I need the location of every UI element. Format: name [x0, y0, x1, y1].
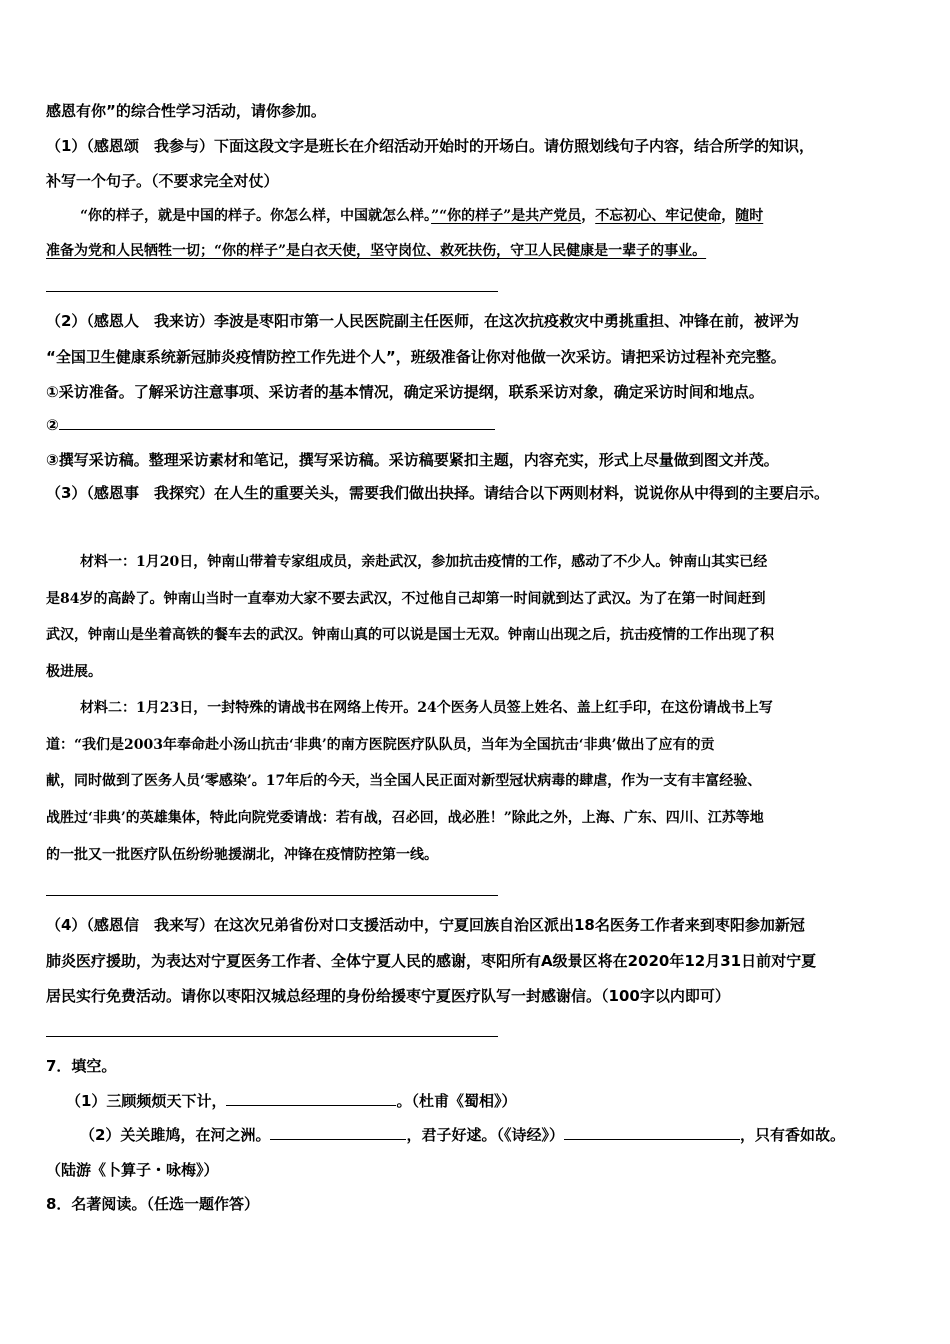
- material2-line: 战胜过‘非典’的英雄集体，特此向院党委请战：若有战，召必回，战必胜！”除此之外，上海、广东、四川、江苏等地: [46, 810, 764, 826]
- q7-item3-source: （陆游《卜算子・咏梅》）: [46, 1161, 219, 1179]
- q7-item1-blank[interactable]: [226, 1091, 396, 1106]
- material2-line: 献，同时做到了医务人员‘零感染’。17年后的今天，当全国人民正面对新型冠状病毒的肆虐，作为一支有丰富经验、: [46, 773, 762, 789]
- q1-answer-line[interactable]: [46, 291, 498, 292]
- q2-prompt-line2: “全国卫生健康系统新冠肺炎疫情防控工作先进个人”，班级准备让你对他做一次采访。请把采访过程补充完整。: [46, 348, 786, 366]
- q7-item2-blank[interactable]: [270, 1125, 406, 1140]
- q2-step2-blank[interactable]: [59, 415, 495, 430]
- q7-item2-text: （2）关关雎鸠，在河之洲。: [80, 1126, 271, 1144]
- q7-item2-source: ，君子好逑。（《诗经》）: [406, 1126, 564, 1144]
- q4-prompt-line3: 居民实行免费活动。请你以枣阳汉城总经理的身份给援枣宁夏医疗队写一封感谢信。（100字以内即可）: [46, 987, 730, 1005]
- q1-prompt-line1: （1）（感恩颂 我参与）下面这段文字是班长在介绍活动开始时的开场白。请仿照划线句子内容，结合所学的知识，: [46, 137, 814, 155]
- q2-step3: ③撰写采访稿。整理采访素材和笔记，撰写采访稿。采访稿要紧扣主题，内容充实，形式上尽量做到图文并茂。: [46, 451, 779, 469]
- q2-step2: [46, 414, 495, 436]
- q4-answer-line[interactable]: [46, 1036, 498, 1037]
- material1-line: 极进展。: [46, 664, 102, 680]
- q7-item3-text: ，只有香如故。: [739, 1126, 845, 1144]
- q2-step2-marker: ②: [46, 416, 59, 434]
- material1-line: 是84岁的高龄了。钟南山当时一直奉劝大家不要去武汉，不过他自己却第一时间就到达了武汉。为了在第一时间赶到: [46, 591, 766, 607]
- q1-underlined-phrase: 不忘初心、牢记使命: [595, 208, 722, 224]
- q4-prompt-line1: （4）（感恩信 我来写）在这次兄弟省份对口支援活动中，宁夏回族自治区派出18名医务工作者来到枣阳参加新冠: [46, 916, 805, 934]
- material1-line: 材料一：1月20日，钟南山带着专家组成员，亲赴武汉，参加抗击疫情的工作，感动了不少人。钟南山其实已经: [80, 554, 768, 570]
- q3-prompt: （3）（感恩事 我探究）在人生的重要关头，需要我们做出抉择。请结合以下两则材料，说说你从中得到的主要启示。: [46, 484, 829, 502]
- q1-comma: ，: [581, 208, 596, 224]
- material1-line: 武汉，钟南山是坐着高铁的餐车去的武汉。钟南山真的可以说是国士无双。钟南山出现之后，抗击疫情的工作出现了积: [46, 627, 774, 643]
- q4-prompt-line2: 肺炎医疗援助，为表达对宁夏医务工作者、全体宁夏人民的感谢，枣阳所有A级景区将在2020年12月31日前对宁夏: [46, 952, 817, 970]
- q8-title: 8．名著阅读。（任选一题作答）: [46, 1195, 259, 1213]
- q3-answer-line[interactable]: [46, 895, 498, 896]
- q1-prompt-line2: 补写一个句子。（不要求完全对仗）: [46, 172, 279, 190]
- q7-item2: [80, 1124, 845, 1146]
- q1-underlined-phrase: ”“你的样子”是共产党员: [431, 208, 582, 224]
- intro-line: 感恩有你”的综合性学习活动，请你参加。: [46, 102, 326, 120]
- q1-comma: ，: [721, 208, 736, 224]
- q7-item1-text: （1）三顾频烦天下计，: [66, 1092, 227, 1110]
- material2-line: 材料二：1月23日，一封特殊的请战书在网络上传开。24个医务人员签上姓名、盖上红手印，在这份请战书上写: [80, 700, 773, 716]
- material2-line: 道：“我们是2003年奉命赴小汤山抗击‘非典’的南方医院医疗队队员，当年为全国抗击‘非典’做出了应有的贡: [46, 737, 715, 753]
- q7-item1-source: 。（杜甫《蜀相》）: [396, 1092, 517, 1110]
- q1-passage-line2: 准备为党和人民牺牲一切；“你的样子”是白衣天使，坚守岗位、救死扶伤，守卫人民健康是一辈子的事业。: [46, 243, 707, 259]
- q2-step1: ①采访准备。了解采访注意事项、采访者的基本情况，确定采访提纲，联系采访对象，确定采访时间和地点。: [46, 383, 764, 401]
- q7-item1: [66, 1090, 516, 1112]
- material2-line: 的一批又一批医疗队伍纷纷驰援湖北，冲锋在疫情防控第一线。: [46, 847, 438, 863]
- q7-title: 7．填空。: [46, 1057, 117, 1075]
- q1-underlined-phrase: 随时: [735, 208, 764, 224]
- q2-prompt-line1: （2）（感恩人 我来访）李波是枣阳市第一人民医院副主任医师，在这次抗疫救灾中勇挑重担、冲锋在前，被评为: [46, 312, 799, 330]
- q1-passage-intro: “你的样子，就是中国的样子。你怎么样，中国就怎么样。: [80, 208, 432, 224]
- q1-passage-line1: [80, 205, 763, 227]
- q7-item3-blank[interactable]: [564, 1125, 740, 1140]
